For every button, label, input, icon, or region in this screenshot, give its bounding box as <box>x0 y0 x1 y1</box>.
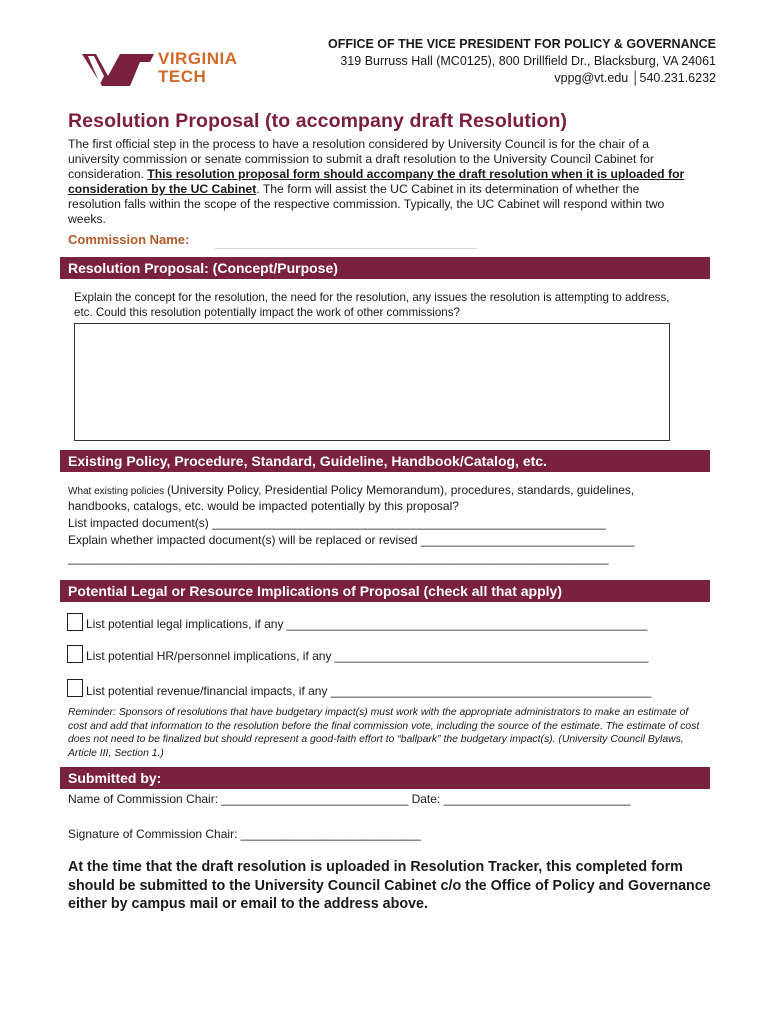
hr-implications-field[interactable]: List potential HR/personnel implications, if any _______________________________________________ <box>86 649 649 663</box>
signature-field[interactable]: Signature of Commission Chair: ___________________________ <box>68 827 421 841</box>
section-heading-policy: Existing Policy, Procedure, Standard, Guideline, Handbook/Catalog, etc. <box>60 450 710 472</box>
policy-question-small: What existing policies <box>68 486 167 497</box>
budget-reminder: Reminder: Sponsors of resolutions that have budgetary impact(s) must work with the appropriate administrators to make an estimate of cost and add that information to the resolution before the final commission vote, including the source of the estimate. The estimate of cost does not need to be finalized but should represent a good-faith effort to “ballpark” the budgetary impact(s). (University Council Bylaws, Article III, Section 1.) <box>68 707 700 759</box>
office-address: 319 Burruss Hall (MC0125), 800 Drillfield Dr., Blacksburg, VA 24061 <box>340 54 716 68</box>
intro-underlined-text: This resolution proposal form should accompany the draft resolution when it is uploaded for consideration by the UC Cabinet <box>68 167 685 196</box>
replaced-or-revised-field[interactable]: Explain whether impacted document(s) will be replaced or revised ________________________________ <box>68 533 635 547</box>
policy-extra-line[interactable]: _________________________________________________________________________________ <box>68 551 609 565</box>
section-heading-proposal: Resolution Proposal: (Concept/Purpose) <box>60 257 710 279</box>
commission-chair-date-field[interactable]: Name of Commission Chair: ____________________________ Date: ____________________________ <box>68 792 631 806</box>
financial-impacts-field[interactable]: List potential revenue/financial impacts, if any ________________________________________________ <box>86 684 652 698</box>
hr-implications-checkbox[interactable] <box>67 645 83 663</box>
logo-wordmark: VIRGINIA TECH <box>158 49 237 86</box>
section-heading-legal: Potential Legal or Resource Implications of Proposal (check all that apply) <box>60 580 710 602</box>
page-title: Resolution Proposal (to accompany draft Resolution) <box>68 110 568 132</box>
legal-implications-checkbox[interactable] <box>67 613 83 631</box>
final-instructions: At the time that the draft resolution is uploaded in Resolution Tracker, this completed form should be submitted to the University Council Cabinet c/o the Office of Policy and Governance either by campus mail or email to the address above. <box>68 859 711 912</box>
commission-name-field[interactable] <box>215 248 477 249</box>
legal-implications-field[interactable]: List potential legal implications, if any ______________________________________________________ <box>86 617 648 631</box>
intro-text-1: The first official step in the process to have a resolution considered by University Council is for the chair of a university commission or senate commission to submit a draft resolution to the University Council Cabinet for consideration. <box>68 137 654 181</box>
proposal-instructions: Explain the concept for the resolution, the need for the resolution, any issues the resolution is attempting to address, etc. Could this resolution potentially impact the work of other commissions? <box>74 291 670 319</box>
office-name: OFFICE OF THE VICE PRESIDENT FOR POLICY & GOVERNANCE <box>327 37 716 51</box>
proposal-text-box[interactable] <box>74 323 670 441</box>
impacted-documents-field[interactable]: List impacted document(s) ___________________________________________________________ <box>68 516 606 530</box>
office-contact: vppg@vt.edu │540.231.6232 <box>554 71 716 85</box>
intro-text-2: . The form will assist the UC Cabinet in its determination of whether the resolution falls within the scope of the respective commission. Typically, the UC Cabinet will respond within two weeks. <box>68 182 665 226</box>
policy-question-line2: handbooks, catalogs, etc. would be impacted potentially by this proposal? <box>68 499 459 513</box>
office-header <box>328 36 716 87</box>
virginia-tech-logo <box>80 46 270 92</box>
intro-paragraph <box>68 137 688 227</box>
section-heading-submitted: Submitted by: <box>60 767 710 789</box>
commission-name-label: Commission Name: <box>68 232 190 247</box>
financial-impacts-checkbox[interactable] <box>67 679 83 697</box>
policy-question-rest: (University Policy, Presidential Policy Memorandum), procedures, standards, guidelines, <box>166 483 635 497</box>
